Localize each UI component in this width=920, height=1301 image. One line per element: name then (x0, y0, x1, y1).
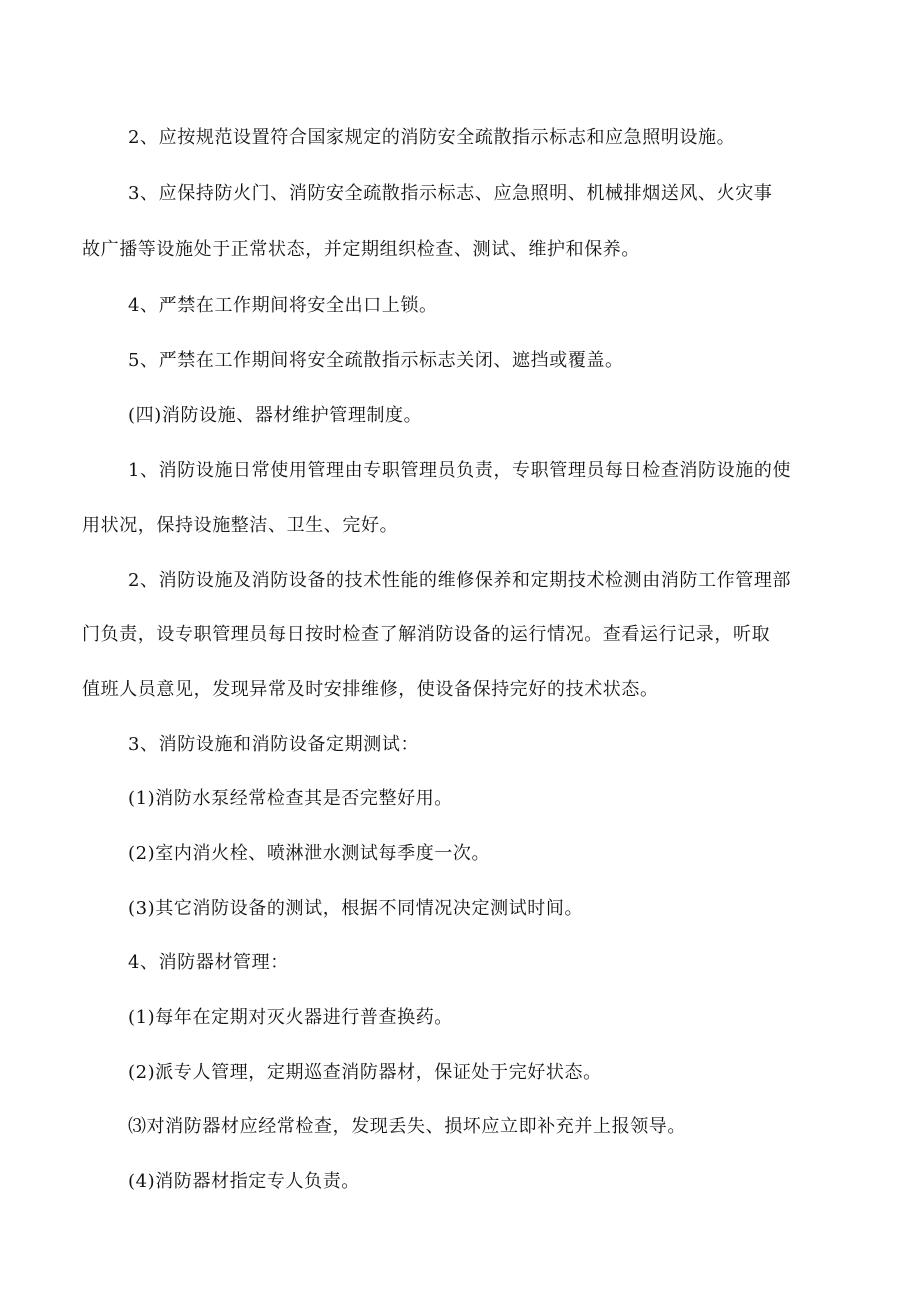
section-heading: (四)消防设施、器材维护管理制度。 (128, 405, 423, 426)
list-item: (2)派专人管理，定期巡查消防器材，保证处于完好状态。 (128, 1062, 602, 1083)
list-item: ⑶对消防器材应经常检查，发现丢失、损坏应立即补充并上报领导。 (128, 1116, 686, 1137)
list-item: (1)消防水泵经常检查其是否完整好用。 (128, 788, 453, 809)
text-line: 门负责，设专职管理员每日按时检查了解消防设备的运行情况。查看运行记录，听取 (82, 624, 771, 645)
text-line: 故广播等设施处于正常状态，并定期组织检查、测试、维护和保养。 (82, 239, 640, 260)
text-line: 1、消防设施日常使用管理由专职管理员负责，专职管理员每日检查消防设施的使 (128, 460, 792, 481)
list-item: (1)每年在定期对灭火器进行普查换药。 (128, 1007, 453, 1028)
text-line: 4、消防器材管理： (128, 952, 289, 973)
list-item: (2)室内消火栓、喷淋泄水测试每季度一次。 (128, 843, 491, 864)
list-item: (3)其它消防设备的测试，根据不同情况决定测试时间。 (128, 898, 584, 919)
text-line: 2、消防设施及消防设备的技术性能的维修保养和定期技术检测由消防工作管理部 (128, 570, 792, 591)
text-line: 值班人员意见，发现异常及时安排维修，使设备保持完好的技术状态。 (82, 679, 659, 700)
text-line: 3、应保持防火门、消防安全疏散指示标志、应急照明、机械排烟送风、火灾事 (128, 183, 773, 204)
text-line: 4、严禁在工作期间将安全出口上锁。 (128, 295, 438, 316)
text-line: 3、消防设施和消防设备定期测试： (128, 734, 420, 755)
text-line: 用状况，保持设施整洁、卫生、完好。 (82, 515, 399, 536)
text-line: 2、应按规范设置符合国家规定的消防安全疏散指示标志和应急照明设施。 (128, 127, 736, 148)
text-line: 5、严禁在工作期间将安全疏散指示标志关闭、遮挡或覆盖。 (128, 350, 624, 371)
list-item: (4)消防器材指定专人负责。 (128, 1171, 360, 1192)
